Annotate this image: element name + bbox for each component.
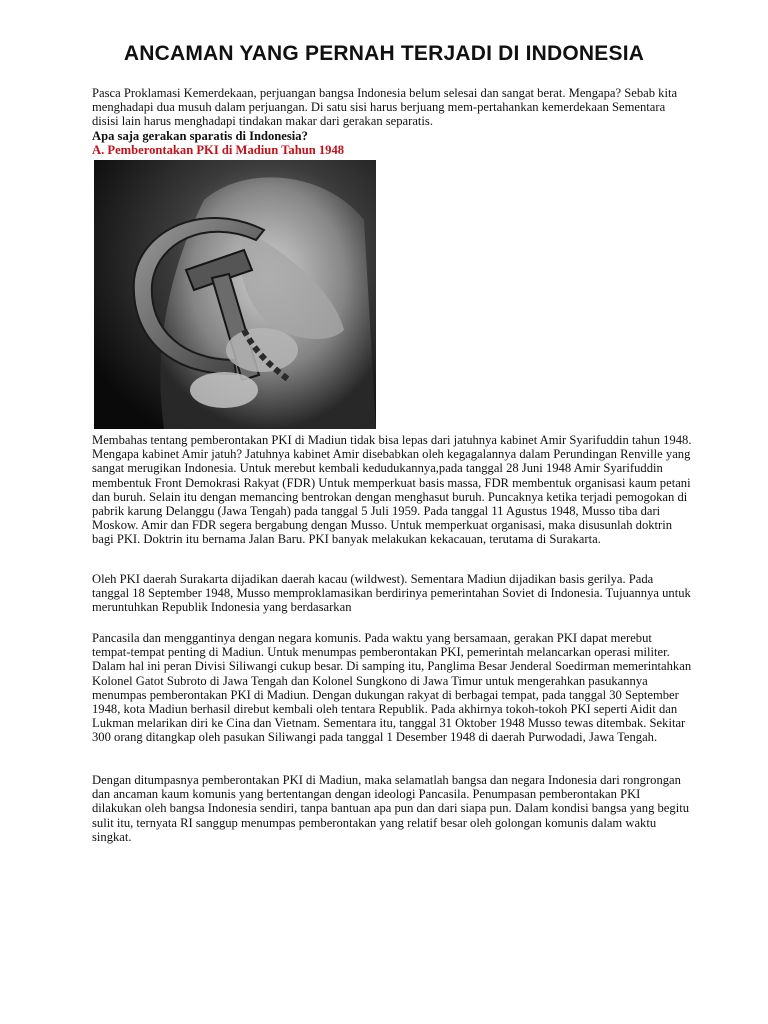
intro-text: Pasca Proklamasi Kemerdekaan, perjuangan bangsa Indonesia belum selesai dan sangat berat. Mengapa? Sebab kita menghadapi dua musuh dalam perjuangan. Di satu sisi harus berjuang mem-pertahankan kemerdekaan Sementara disisi lain harus menghadapi tindakan makar dari gerakan separatis. — [92, 86, 678, 129]
paragraph-2 — [92, 572, 692, 615]
intro-paragraph — [92, 86, 692, 129]
paragraph-text: Dengan ditumpasnya pemberontakan PKI di Madiun, maka selamatlah bangsa dan negara Indonesia dari rongrongan dan ancaman kaum komunis yang bertentangan dengan ideologi Pancasila. Penumpasan pemberontakan PKI dilakukan oleh bangsa Indonesia sendiri, tanpa bantuan apa pun dan dari siapa pun. Dalam kondisi bangsa yang begitu sulit itu, ternyata RI sanggup menumpas pemberontakan yang relatif besar oleh golongan komunis dalam waktu singkat. — [92, 773, 689, 844]
section-heading: A. Pemberontakan PKI di Madiun Tahun 1948 — [92, 143, 345, 157]
paragraph-text: Pancasila dan menggantinya dengan negara komunis. Pada waktu yang bersamaan, gerakan PKI dapat merebut tempat-tempat penting di Madiun. Untuk menumpas pemberontakan PKI, pemerintah melancarkan operasi militer. Dalam hal ini peran Divisi Siliwangi cukup besar. Di samping itu, Panglima Besar Jenderal Soedirman memerintahkan Kolonel Gatot Subroto di Jawa Tengah dan Kolonel Sungkono di Jawa Timur untuk mengerahkan pasukannya menumpas pemberontakan PKI di Madiun. Dengan dukungan rakyat di berbagai tempat, pada tanggal 30 September 1948, kota Madiun berhasil direbut kembali oleh tentara Republik. Pada akhirnya tokoh-tokoh PKI seperti Aidit dan Lukman melarikan diri ke Cina dan Vietnam. Sementara itu, tanggal 31 Oktober 1948 Musso tewas ditembak. Sekitar 300 orang ditangkap oleh pasukan Siliwangi pada tanggal 1 Desember 1948 di daerah Purwodadi, Jawa Tengah. — [92, 631, 692, 745]
paragraph-3 — [92, 631, 692, 745]
question-heading: Apa saja gerakan sparatis di Indonesia? — [92, 129, 308, 143]
paragraph-text: Membahas tentang pemberontakan PKI di Madiun tidak bisa lepas dari jatuhnya kabinet Amir Syarifuddin tahun 1948. Mengapa kabinet Amir jatuh? Jatuhnya kabinet Amir disebabkan oleh kegagalannya dalam Perundingan Renville yang sangat merugikan Indonesia. Untuk merebut kembali kedudukannya,pada tanggal 28 Juni 1948 Amir Syarifuddin membentuk Front Demokrasi Rakyat (FDR) Untuk memperkuat basis massa, FDR membentuk organisasi kaum petani dan buruh. Selain itu dengan memancing bentrokan dengan menghasut buruh. Puncaknya ketika terjadi pemogokan di pabrik karung Delanggu (Jawa Tengah) pada tanggal 5 Juli 1959. Pada tanggal 11 Agustus 1948, Musso tiba dari Moskow. Amir dan FDR segera bergabung dengan Musso. Untuk memperkuat organisasi, maka disusunlah doktrin bagi PKI. Doktrin itu bernama Jalan Baru. PKI banyak melakukan kekacauan, terutama di Surakarta. — [92, 433, 692, 547]
page-title: ANCAMAN YANG PERNAH TERJADI DI INDONESIA — [123, 42, 645, 65]
paragraph-text: Oleh PKI daerah Surakarta dijadikan daerah kacau (wildwest). Sementara Madiun dijadikan basis gerilya. Pada tanggal 18 September 1948, Musso memproklamasikan berdirinya pemerintahan Soviet di Indonesia. Tujuannya untuk meruntuhkan Republik Indonesia yang berdasarkan — [92, 572, 691, 615]
paragraph-4 — [92, 773, 692, 844]
paragraph-1 — [92, 433, 692, 547]
hammer-and-sickle-photo — [94, 160, 376, 429]
